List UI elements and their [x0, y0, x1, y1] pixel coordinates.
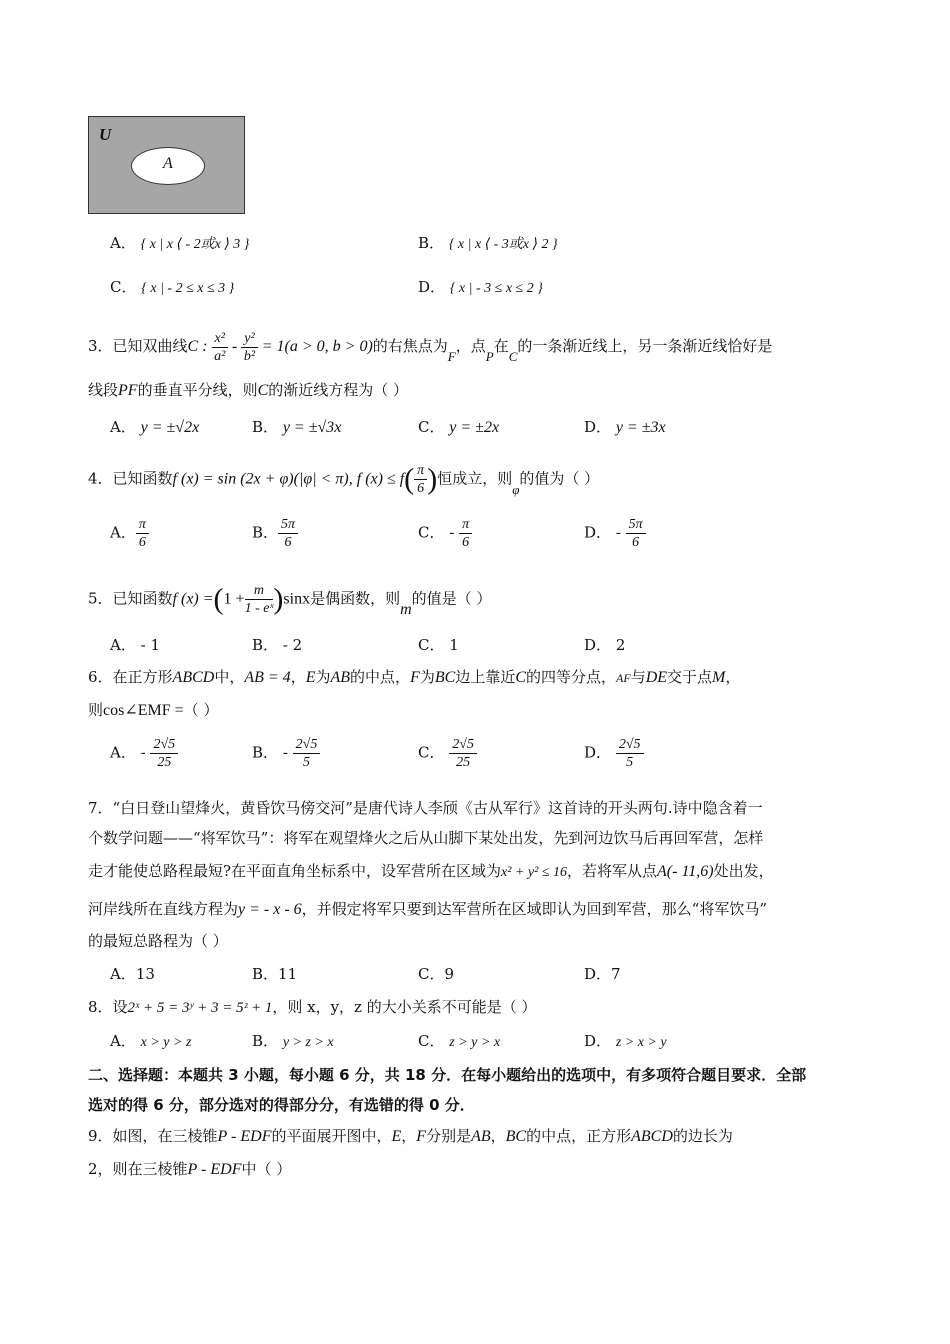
q7-option-d: D．7: [584, 965, 621, 983]
option-value: 1: [449, 636, 459, 654]
text: 的垂直平分线，则: [137, 381, 258, 399]
frac-x2-a2: $\frac{\text{x²}}{\text{a²}}$: [212, 330, 228, 365]
var: AB: [330, 669, 351, 686]
option-expr: { x | x ⟨ - 2或x ⟩ 3 }: [140, 237, 250, 252]
frac-den: 6: [138, 535, 146, 550]
cos-expr: cos∠EMF =: [103, 702, 184, 719]
frac-den: 6: [417, 481, 425, 496]
var-c: C: [257, 382, 269, 399]
frac-den: 25: [456, 755, 471, 770]
option-label: B．: [252, 1032, 279, 1050]
option-frac: [449, 736, 477, 771]
frac-den: 5: [626, 755, 634, 770]
option-label: C．: [110, 278, 137, 296]
text: 的四等分点，: [526, 668, 617, 686]
option-label: B．: [418, 234, 445, 252]
option-frac: [136, 516, 149, 551]
frac-num: π: [459, 516, 472, 534]
text: ，: [401, 1127, 417, 1145]
q8-option-a: [110, 1030, 191, 1051]
var: P - EDF: [217, 1128, 272, 1145]
q3-option-d: [584, 416, 666, 437]
text: 线段: [88, 381, 119, 399]
option-label: C．: [418, 743, 445, 762]
text: ，: [725, 668, 741, 686]
option-value: - 2: [282, 636, 303, 654]
option-frac: [616, 736, 644, 771]
text: 为: [419, 668, 435, 686]
frac-pi-6: [414, 462, 427, 497]
option-expr: z > y > x: [449, 1035, 501, 1050]
one-plus: 1 +: [223, 590, 245, 608]
option-label: A．: [110, 1032, 136, 1050]
option-label: C．: [418, 1032, 445, 1050]
var: E: [391, 1128, 402, 1145]
frac-num: π: [414, 462, 427, 480]
frac-num: π: [136, 516, 149, 534]
text: 4．已知函数: [88, 469, 173, 488]
q8-option-d: [584, 1030, 667, 1051]
q8-line: [88, 996, 537, 1019]
option-expr: y = ±3x: [615, 419, 666, 436]
q7-option-a: A．13: [110, 965, 155, 983]
var: AB: [471, 1128, 491, 1145]
option-label: D．: [584, 1032, 612, 1050]
var: ABCD: [631, 1128, 673, 1145]
q6-option-a: [110, 736, 178, 771]
frac-den: 25: [157, 755, 172, 770]
var: AF: [616, 671, 631, 685]
option-label: D．: [584, 743, 612, 762]
var-pf: PF: [118, 382, 138, 399]
q6-option-d: [584, 736, 644, 771]
text: 3．已知双曲线: [88, 337, 188, 356]
var: P - EDF: [187, 1161, 242, 1178]
line-expr: y = - x - 6: [238, 901, 302, 918]
frac-den: 1 - eˣ: [244, 601, 274, 616]
option-label: D．: [584, 636, 612, 654]
option-label: B．: [252, 418, 279, 436]
hyperbola-expr: C : $\frac{\text{x²}}{\text{a²}}$ - $\frac{\text{y²}}{\text{b²}}$ = 1(a > 0, b > 0): [187, 331, 373, 364]
text: 的一条渐近线上，另一条渐近线恰好是: [517, 337, 773, 356]
var: C: [515, 669, 526, 686]
option-expr: z > x > y: [615, 1035, 667, 1050]
q4-option-b: [252, 516, 298, 551]
option-label: C．: [418, 636, 445, 654]
var: F: [416, 1128, 427, 1145]
q9-line2: [88, 1158, 291, 1181]
frac-y2-b2: $\frac{\text{y²}}{\text{b²}}$: [241, 330, 257, 365]
option-label: A．: [110, 523, 136, 542]
var: BC: [434, 669, 456, 686]
text: ，若将军从点: [567, 862, 658, 880]
q8-option-c: [418, 1030, 500, 1051]
text: 则: [88, 701, 104, 719]
option-label: A．: [110, 234, 136, 252]
text: 的平面展开图中，: [271, 1127, 392, 1145]
q3-line1: [88, 330, 772, 365]
text: 的渐近线方程为（ ）: [268, 381, 409, 399]
var: DE: [645, 669, 668, 686]
q2-option-a: [110, 232, 249, 253]
var-p: P: [485, 349, 494, 365]
var: M: [712, 669, 726, 686]
text: ，: [490, 1127, 506, 1145]
text: 的中点，正方形: [526, 1127, 632, 1145]
q7-line4: [88, 898, 767, 921]
text: 走才能使总路程最短?在平面直角坐标系中，设军营所在区域为: [88, 862, 502, 880]
option-label: D．: [584, 523, 612, 542]
q5-option-b: [252, 634, 302, 655]
text: ，点: [455, 337, 486, 356]
text: ，: [290, 668, 306, 686]
option-value: 2: [615, 636, 626, 654]
option-expr: y = ±√2x: [140, 419, 200, 436]
sinx: sinx: [283, 590, 311, 608]
option-label: A．: [110, 743, 136, 762]
frac-den: 6: [284, 535, 292, 550]
frac-den: 6: [632, 535, 640, 550]
text: 为: [315, 668, 331, 686]
function-expr: f (x) =: [172, 590, 214, 608]
option-label: C．: [418, 523, 445, 542]
option-label: C．: [418, 418, 445, 436]
text: 恒成立，则: [437, 469, 513, 488]
q2-option-d: [418, 276, 543, 297]
var: E: [305, 669, 316, 686]
q7-line1: 7．“白日登山望烽火，黄昏饮马傍交河”是唐代诗人李颀《古从军行》这首诗的开头两句.诗中隐含着一: [88, 799, 763, 817]
q3-line2: [88, 379, 408, 402]
var: AB = 4: [244, 669, 291, 686]
sign: -: [140, 743, 146, 762]
option-frac: [150, 736, 178, 771]
text: 是偶函数，则: [310, 589, 401, 608]
paren-right: ): [427, 462, 438, 496]
option-expr: y = ±2x: [449, 419, 500, 436]
option-label: A．: [110, 418, 136, 436]
q6-line2: [88, 699, 218, 722]
q7-option-c: C．9: [418, 965, 455, 983]
text: 与: [630, 668, 646, 686]
option-label: B．: [252, 523, 279, 542]
text: 的值为（ ）: [519, 469, 600, 488]
var: BC: [505, 1128, 527, 1145]
text: 中（ ）: [241, 1160, 292, 1178]
q6-line1: [88, 666, 740, 689]
frac-num: 2√5: [616, 736, 644, 754]
universe-label: U: [99, 125, 112, 144]
text: 分别是: [426, 1127, 472, 1145]
paren-left: (: [213, 582, 224, 616]
frac-num: 2√5: [293, 736, 321, 754]
text: ，则 x，y，z 的大小关系不可能是（ ）: [272, 998, 537, 1016]
q5-line: [88, 582, 491, 617]
option-frac: [293, 736, 321, 771]
option-expr: { x | - 3 ≤ x ≤ 2 }: [449, 281, 543, 296]
text: 6．在正方形: [88, 668, 173, 686]
frac-num: 2√5: [150, 736, 178, 754]
text: ，并假定将军只要到达军营所在区域即认为回到军营，那么“将军饮马”: [301, 900, 768, 918]
q6-option-c: [418, 736, 477, 771]
set-a-label: A: [163, 155, 173, 172]
region-expr: x² + y² ≤ 16: [501, 865, 567, 880]
frac-num: 5π: [626, 516, 646, 534]
q5-option-d: [584, 634, 625, 655]
option-label: D．: [584, 418, 612, 436]
q7-line2: 个数学问题——“将军饮马”：将军在观望烽火之后从山脚下某处出发，先到河边饮马后再回军营，怎样: [88, 829, 764, 847]
frac-m: [245, 582, 274, 617]
var-phi: φ: [512, 481, 520, 497]
text: 的值是（ ）: [411, 589, 492, 608]
equation-expr: 2ˣ + 5 = 3ʸ + 3 = 5ᶻ + 1: [127, 1000, 273, 1016]
q7-line5: 的最短总路程为（ ）: [88, 932, 228, 950]
option-expr: x > y > z: [140, 1035, 192, 1050]
text: 中，: [214, 668, 245, 686]
section2-line2: 选对的得 6 分，部分选对的得部分分，有选错的得 0 分．: [88, 1096, 475, 1114]
option-label: B．: [252, 636, 279, 654]
text: 5．已知函数: [88, 589, 173, 608]
text: 8．设: [88, 998, 128, 1016]
text: 2，则在三棱锥: [88, 1160, 188, 1178]
q5-option-c: [418, 634, 459, 655]
text: 的中点，: [350, 668, 411, 686]
text: 交于点: [667, 668, 713, 686]
option-label: A．: [110, 636, 136, 654]
option-label: D．: [418, 278, 446, 296]
frac-den: 5: [303, 755, 311, 770]
q8-option-b: [252, 1030, 334, 1051]
function-expr: f (x) = sin (2x + φ)(|φ| < π), f (x) ≤ f: [172, 470, 405, 488]
var: ABCD: [172, 669, 215, 686]
text: （ ）: [183, 701, 219, 719]
text: 的边长为: [672, 1127, 733, 1145]
q4-option-a: [110, 516, 149, 551]
option-frac: [278, 516, 298, 551]
frac-num: 5π: [278, 516, 298, 534]
text: 9．如图，在三棱锥: [88, 1127, 218, 1145]
venn-diagram: [88, 116, 245, 214]
q6-option-b: [252, 736, 320, 771]
sign: -: [282, 743, 288, 762]
point-expr: A(- 11,6): [657, 863, 714, 880]
text: 处出发，: [713, 862, 774, 880]
option-expr: { x | x ⟨ - 3或x ⟩ 2 }: [448, 237, 558, 252]
option-frac: [459, 516, 472, 551]
q2-option-b: [418, 232, 558, 253]
frac-den: 6: [462, 535, 470, 550]
text: 的右焦点为: [372, 337, 448, 356]
q2-option-c: [110, 276, 234, 297]
q7-line3: [88, 860, 774, 884]
text: 边上靠近: [455, 668, 516, 686]
q3-option-c: [418, 416, 499, 437]
section2-line1: 二、选择题：本题共 3 小题，每小题 6 分，共 18 分．在每小题给出的选项中，有多项符合题目要求．全部: [88, 1066, 807, 1084]
option-expr: y = ±√3x: [282, 419, 342, 436]
option-label: B．: [252, 743, 279, 762]
q9-line1: [88, 1125, 733, 1148]
var-m: m: [400, 600, 412, 618]
q4-option-d: [584, 516, 646, 551]
var-c: C: [508, 349, 518, 365]
q7-option-b: B．11: [252, 965, 298, 983]
sign: -: [615, 523, 621, 542]
paren-right: ): [273, 582, 284, 616]
q3-option-b: [252, 416, 341, 437]
paren-left: (: [404, 462, 415, 496]
option-expr: y > z > x: [282, 1035, 334, 1050]
option-frac: [626, 516, 646, 551]
text: 在: [493, 337, 509, 356]
q4-option-c: [418, 516, 472, 551]
q5-option-a: [110, 634, 160, 655]
var: F: [410, 669, 420, 686]
frac-num: 2√5: [449, 736, 477, 754]
option-value: - 1: [140, 636, 161, 654]
q3-option-a: [110, 416, 199, 437]
sign: -: [449, 523, 455, 542]
option-expr: { x | - 2 ≤ x ≤ 3 }: [141, 281, 235, 296]
var-f: F: [447, 349, 456, 365]
frac-num: m: [245, 582, 274, 600]
q4-line: [88, 462, 599, 497]
text: 河岸线所在直线方程为: [88, 900, 239, 918]
